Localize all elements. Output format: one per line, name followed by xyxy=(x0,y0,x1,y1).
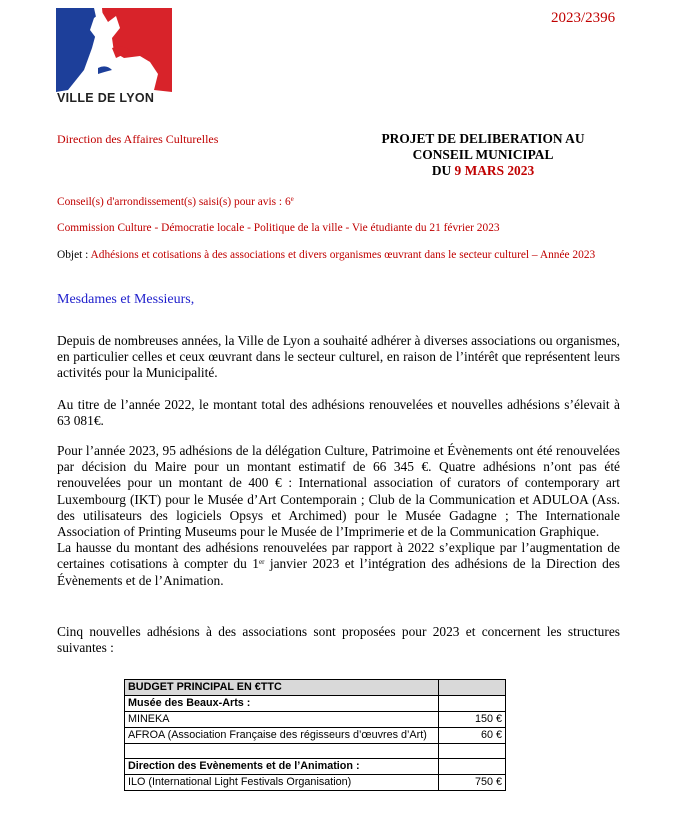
table-header-row xyxy=(125,680,506,696)
title-date: 9 MARS 2023 xyxy=(454,163,535,178)
title-line-2: CONSEIL MUNICIPAL xyxy=(412,147,554,162)
paragraph-3b xyxy=(57,540,620,589)
conseils-value: 6 xyxy=(284,196,291,208)
objet-label: Objet : xyxy=(57,249,91,261)
p3b-end: janvier 2023 et l’intégration des adhésions de la Direction des Évènements et de l’Animation. xyxy=(57,556,621,588)
reference-number: 2023/2396 xyxy=(551,10,616,26)
objet-value: Adhésions et cotisations à des associations et divers organismes œuvrant dans le secteur culturel – Année 2023 xyxy=(90,249,596,261)
section-evenements: Direction des Evènements et de l’Animation : xyxy=(125,759,439,775)
lion-emblem-icon xyxy=(54,8,172,92)
logo-text: VILLE DE LYON xyxy=(57,91,155,105)
table-empty-row xyxy=(125,744,506,759)
row-label-afroa: AFROA (Association Française des régisseurs d’œuvres d’Art) xyxy=(125,728,439,744)
table-section-row xyxy=(125,759,506,775)
conseils-label: Conseil(s) d'arrondissement(s) saisi(s) pour avis : xyxy=(57,196,285,208)
table-header-value xyxy=(439,680,506,696)
p3b-start: La hausse du montant des adhésions renouvelées par rapport à 2022 s’explique par l’augmentation de certaines cotisations à compter du 1 xyxy=(57,540,620,572)
greeting: Mesdames et Messieurs, xyxy=(57,292,195,307)
row-value-mineka: 150 € xyxy=(439,712,506,728)
row-label-ilo: ILO (International Light Festivals Organisation) xyxy=(125,775,439,791)
table-row xyxy=(125,775,506,791)
page-title xyxy=(355,131,611,179)
table-row xyxy=(125,712,506,728)
row-label-mineka: MINEKA xyxy=(125,712,439,728)
paragraph-2: Au titre de l’année 2022, le montant total des adhésions renouvelées et nouvelles adhésions s’élevait à 63 081€. xyxy=(57,397,620,429)
paragraph-1: Depuis de nombreuses années, la Ville de Lyon a souhaité adhérer à diverses associations ou organismes, en particulier celles et ceux œuvrant dans le secteur culturel, en raison de l’intérêt que représentent leurs activités pour la Municipalité. xyxy=(57,333,620,381)
section-beaux-arts: Musée des Beaux-Arts : xyxy=(125,696,439,712)
paragraph-4: Cinq nouvelles adhésions à des associations sont proposées pour 2023 et concernent les structures suivantes : xyxy=(57,624,620,656)
row-value-afroa: 60 € xyxy=(439,728,506,744)
title-line-3 xyxy=(355,163,611,179)
row-value-ilo: 750 € xyxy=(439,775,506,791)
table-row xyxy=(125,728,506,744)
table-header-label: BUDGET PRINCIPAL EN €TTC xyxy=(125,680,439,696)
title-line-1: PROJET DE DELIBERATION AU xyxy=(381,131,585,146)
title-du: DU xyxy=(431,163,455,178)
commission-label: Commission Culture - Démocratie locale - Politique de la ville - Vie étudiante du 21 février 2023 xyxy=(57,222,500,234)
paragraph-3 xyxy=(57,443,620,589)
table-section-row xyxy=(125,696,506,712)
paragraph-3a: Pour l’année 2023, 95 adhésions de la délégation Culture, Patrimoine et Évènements ont été renouvelées par décision du Maire pour un montant estimatif de 66 345 €. Quatre adhésions n’ont pas été renouvelées pour un montant de 400 € : International association of curators of contemporary art Luxembourg (IKT) pour le Musée d’Art Contemporain ; Club de la Communication et ADULOA (Ass. des utilisateurs des logiciels Opsys et Archimed) pour le Musée Gadagne ; The Internationale Association of Printing Museums pour le Musée de l’Imprimerie et de la Communication Graphique. xyxy=(57,443,620,540)
conseils-arrondissement xyxy=(57,196,294,208)
conseils-sup: e xyxy=(290,195,294,203)
direction-label: Direction des Affaires Culturelles xyxy=(57,132,219,146)
p3b-sup: er xyxy=(258,558,265,567)
objet-line xyxy=(57,249,595,261)
budget-table xyxy=(124,679,506,791)
